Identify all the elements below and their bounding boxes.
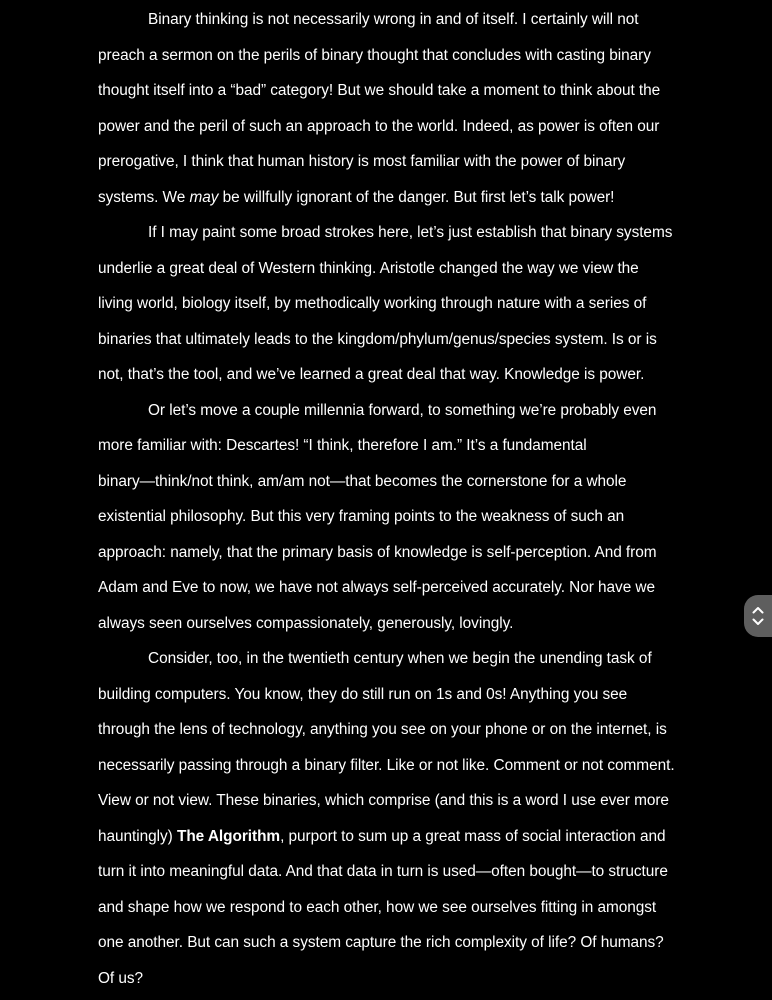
text-run: , purport to sum up a great mass of social interaction and — [280, 827, 666, 845]
text-line: Binary thinking is not necessarily wrong in and of itself. I certainly will not — [148, 11, 639, 28]
paragraph-binary-thinking — [98, 2, 698, 215]
text-line: Of us? — [98, 969, 144, 987]
text-line: more familiar with: Descartes! “I think, therefore I am.” It’s a fundamental — [98, 437, 587, 454]
text-line: Consider, too, in the twentieth century when we begin the unending task of — [148, 650, 652, 667]
text-line: power and the peril of such an approach to the world. Indeed, as power is often our — [98, 117, 660, 135]
text-line: building computers. You know, they do still run on 1s and 0s! Anything you see — [98, 685, 628, 703]
text-line: thought itself into a “bad” category! But we should take a moment to think about the — [98, 82, 661, 99]
text-line: through the lens of technology, anything you see on your phone or on the internet, is — [98, 721, 667, 738]
text-line: necessarily passing through a binary filter. Like or not like. Comment or not comment. — [98, 756, 675, 774]
text-line: living world, biology itself, by methodically working through nature with a series of — [98, 295, 647, 312]
emphasized-word: may — [189, 188, 219, 206]
text-line: binary—think/not think, am/am not—that becomes the cornerstone for a whole — [98, 472, 627, 490]
paragraph-computers — [98, 641, 698, 996]
chevron-down-icon[interactable] — [752, 618, 764, 626]
text-line: If I may paint some broad strokes here, let’s just establish that binary systems — [148, 224, 673, 241]
text-line: approach: namely, that the primary basis of knowledge is self-perception. And from — [98, 543, 657, 561]
text-line: prerogative, I think that human history is most familiar with the power of binary — [98, 153, 626, 170]
text-line: View or not view. These binaries, which comprise (and this is a word I use ever more — [98, 792, 669, 809]
text-line: and shape how we respond to each other, how we see ourselves fitting in amongst — [98, 898, 657, 916]
text-line — [98, 828, 666, 845]
chevron-up-icon[interactable] — [752, 606, 764, 614]
text-line: always seen ourselves compassionately, generously, lovingly. — [98, 614, 514, 632]
scroll-pager[interactable] — [744, 595, 772, 637]
text-run: be willfully ignorant of the danger. But first let’s talk power! — [218, 188, 615, 206]
text-line: turn it into meaningful data. And that data in turn is used—often bought—to structure — [98, 863, 668, 880]
text-line: not, that’s the tool, and we’ve learned a great deal that way. Knowledge is power. — [98, 366, 645, 383]
text-line: underlie a great deal of Western thinking. Aristotle changed the way we view the — [98, 259, 639, 277]
bold-term: The Algorithm — [176, 827, 281, 845]
paragraph-descartes — [98, 393, 698, 642]
text-line: existential philosophy. But this very framing points to the weakness of such an — [98, 508, 625, 525]
text-run: hauntingly) — [98, 827, 177, 845]
text-run: systems. We — [98, 188, 190, 206]
text-line: binaries that ultimately leads to the kingdom/phylum/genus/species system. Is or is — [98, 330, 657, 348]
text-line: preach a sermon on the perils of binary thought that concludes with casting binary — [98, 46, 651, 64]
text-line: Adam and Eve to now, we have not always self-perceived accurately. Nor have we — [98, 579, 656, 596]
text-line: Or let’s move a couple millennia forward, to something we’re probably even — [148, 401, 657, 419]
text-line — [98, 189, 614, 206]
text-line: one another. But can such a system capture the rich complexity of life? Of humans? — [98, 934, 664, 951]
paragraph-aristotle — [98, 215, 698, 393]
document-body — [98, 2, 698, 996]
